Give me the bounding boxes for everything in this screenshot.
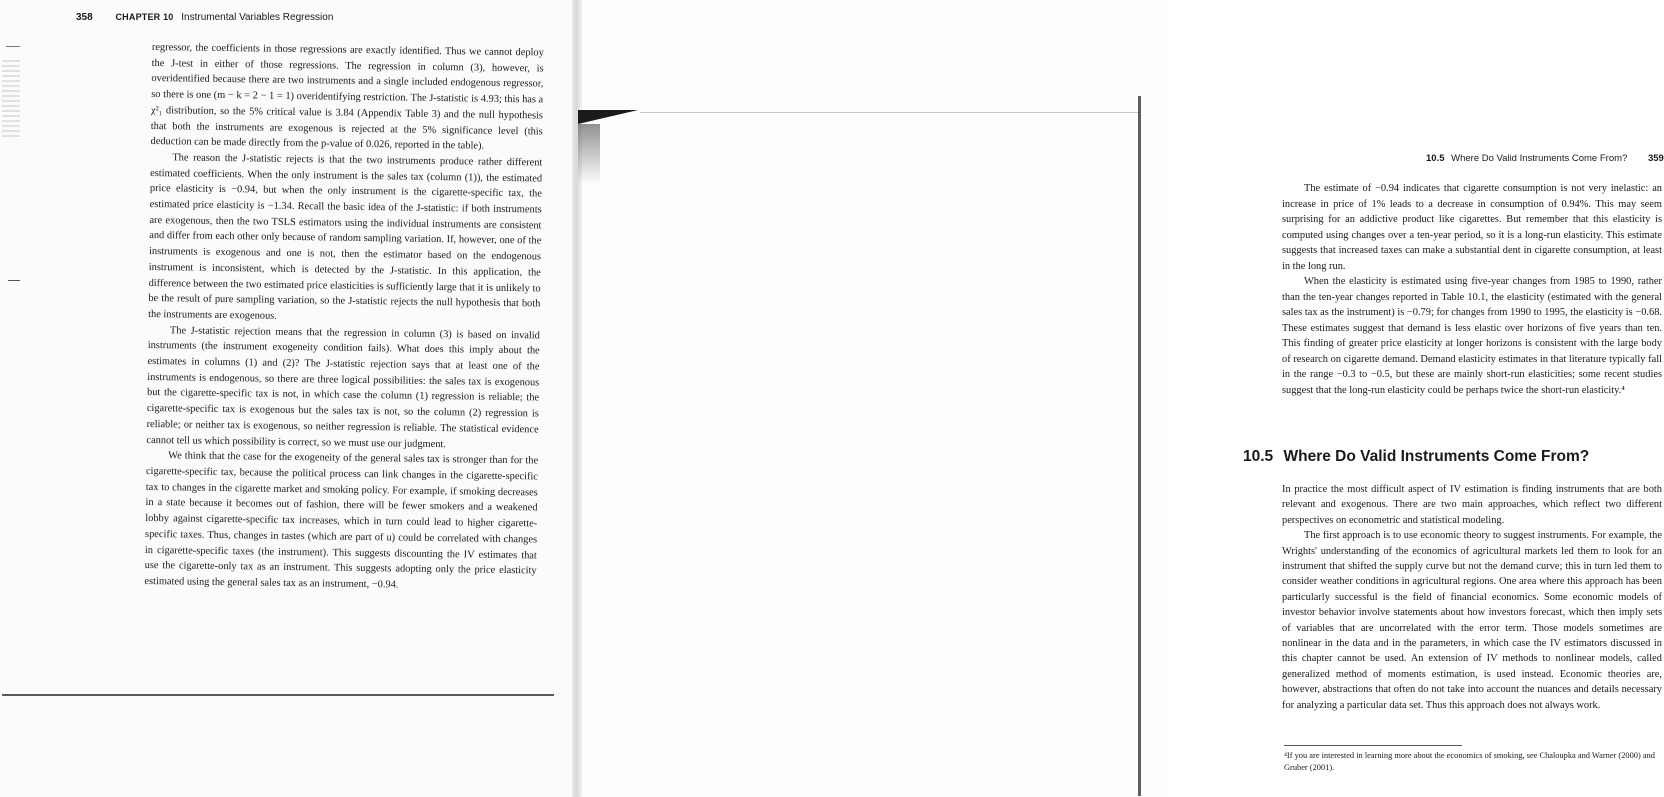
paragraph: In practice the most difficult aspect of IV estimation is finding instruments that are both relevant and exogenous. There are two main approaches, which reflect two different perspectives on econometric and statistical modeling. [1282,484,1662,526]
section-label: 10.5 [1426,153,1445,164]
page-edge-line [2,694,554,696]
paragraph: The first approach is to use economic theory to suggest instruments. For example, the Wrights' understanding of the economics of agricultural markets led them to look for an instrument that shifted the supply curve but not the demand curve; this in turn led them to consider weather conditions in agricultural regions. One area where this approach has been particularly successful is the field of financial economics. Some economic models of investor behavior involve statements about how investors forecast, which then imply sets of variables that are uncorrelated with the error term. Those models sometimes are nonlinear in the data and in the parameters, in which case the IV estimators discussed in this chapter cannot be used. An extension of IV methods to nonlinear models, called generalized method of moments estimation, is used instead. Economic theories are, however, abstractions that often do not take into account the nuances and details necessary for analyzing a particular data set. Thus this approach does not always work. [1282,530,1662,711]
section-heading [1243,448,1589,466]
margin-mark [8,280,20,281]
paragraph: The reason the J-statistic rejects is that the two instruments produce rather different estimated coefficients. When the only instrument is the sales tax (column (1)), the estimated price elasticity is −0.94, but when the only instrument is the cigarette-specific tax, the estimated price elasticity is −1.34. Recall the basic idea of the J-statistic: if both instruments are exogenous, then the two TSLS estimators using the individual instruments are consistent and differ from each other only because of random sampling variation. If, however, one of the instruments is exogenous and one is not, then the estimator based on the endogenous instrument is inconsistent, which is detected by the J-statistic. In this application, the difference between the two estimated price elasticities is sufficiently large that it is unlikely to be the result of pure sampling variation, so the J-statistic rejects the null hypothesis that both the instruments are exogenous. [148,152,543,322]
paragraph: We think that the case for the exogeneity of the general sales tax is stronger than for the cigarette-specific tax, because the political process can link changes in the cigarette-specific tax to changes in the cigarette market and smoking policy. For example, if smoking decreases in a state because it becomes out of fashion, there will be fewer smokers and a weakened lobby against cigarette-specific tax increases, which in turn could lead to higher cigarette-specific taxes. Thus, changes in tastes (which are part of u) could be correlated with changes in cigarette-specific taxes (the instrument). This suggests discounting the IV estimates that use the cigarette-only tax as an instrument. This suggests adopting only the price elasticity estimated using the general sales tax as an instrument, −0.94. [144,450,539,591]
page-edge-line [1138,96,1141,796]
section-running-title: Where Do Valid Instruments Come From? [1451,153,1628,164]
margin-scan-artifact [2,60,20,140]
footnote-rule [1284,745,1462,746]
chapter-label: CHAPTER 10 [115,12,174,22]
chapter-title: Instrumental Variables Regression [181,12,334,23]
right-body-text-top [1282,181,1662,398]
running-head-left [76,12,333,23]
page-edge-line [640,112,1140,113]
right-page [578,0,1664,797]
left-body-text [144,40,544,595]
right-body-text-bottom [1282,482,1662,713]
scan-shadow [578,124,600,184]
paragraph: regressor, the coefficients in those regressions are exactly identified. Thus we cannot deploy the J-test in either of those regressions. The regression in column (3), however, is overidentified because there are two instruments and a single included endogenous regressor, so there is one (m − k = 2 − 1 = 1) overidentifying restriction. The J-statistic is 4.93; this has a χ²₁ distribution, so the 5% critical value is 3.84 (Appendix Table 3) and the null hypothesis that both the instruments are exogenous is rejected at the 5% significance level (this deduction can be made directly from the p-value of 0.026, reported in the table). [150,41,544,152]
running-head-right [1426,153,1664,164]
left-page [0,0,578,797]
paragraph: When the elasticity is estimated using five-year changes from 1985 to 1990, rather than the ten-year changes reported in Table 10.1, the elasticity (estimated with the general sales tax as the instrument) is −0.79; for changes from 1990 to 1995, the elasticity is −0.68. These estimates suggest that demand is less elastic over horizons of five years than ten. This finding of greater price elasticity at longer horizons is consistent with the large body of research on cigarette demand. Demand elasticity estimates in that literature typically fall in the range −0.3 to −0.5, but these are mainly short-run elasticities; some recent studies suggest that the long-run elasticity could be perhaps twice the short-run elasticity.⁴ [1282,276,1662,396]
margin-mark [6,46,20,47]
heading-number: 10.5 [1243,448,1274,465]
footnote: ⁴If you are interested in learning more about the economics of smoking, see Chaloupka and Warner (2000) and Gruber (2001). [1284,751,1655,772]
heading-title: Where Do Valid Instruments Come From? [1283,448,1590,465]
page-number: 358 [76,12,93,23]
paragraph: The estimate of −0.94 indicates that cigarette consumption is not very inelastic: an increase in price of 1% leads to a decrease in consumption of 0.94%. This may seem surprising for an addictive product like cigarettes. But remember that this elasticity is computed using changes over a ten-year period, so it is a long-run elasticity. This estimate suggests that increased taxes can make a substantial dent in cigarette consumption, at least in the long run. [1282,183,1662,272]
page-number: 359 [1647,153,1664,164]
paragraph: The J-statistic rejection means that the regression in column (3) is based on invalid instruments (the instrument exogeneity condition fails). What does this imply about the estimates in columns (1) and (2)? The J-statistic rejection says that at least one of the instruments is endogenous, so there are three logical possibilities: the sales tax is exogenous but the cigarette-specific tax is not, in which case the column (1) regression is reliable; the cigarette-specific tax is exogenous but the sales tax is not, so the column (2) regression is reliable; or neither tax is exogenous, so neither regression is reliable. The statistical evidence cannot tell us which possibility is correct, so we must use our judgment. [146,324,540,450]
scan-shadow [578,110,638,124]
